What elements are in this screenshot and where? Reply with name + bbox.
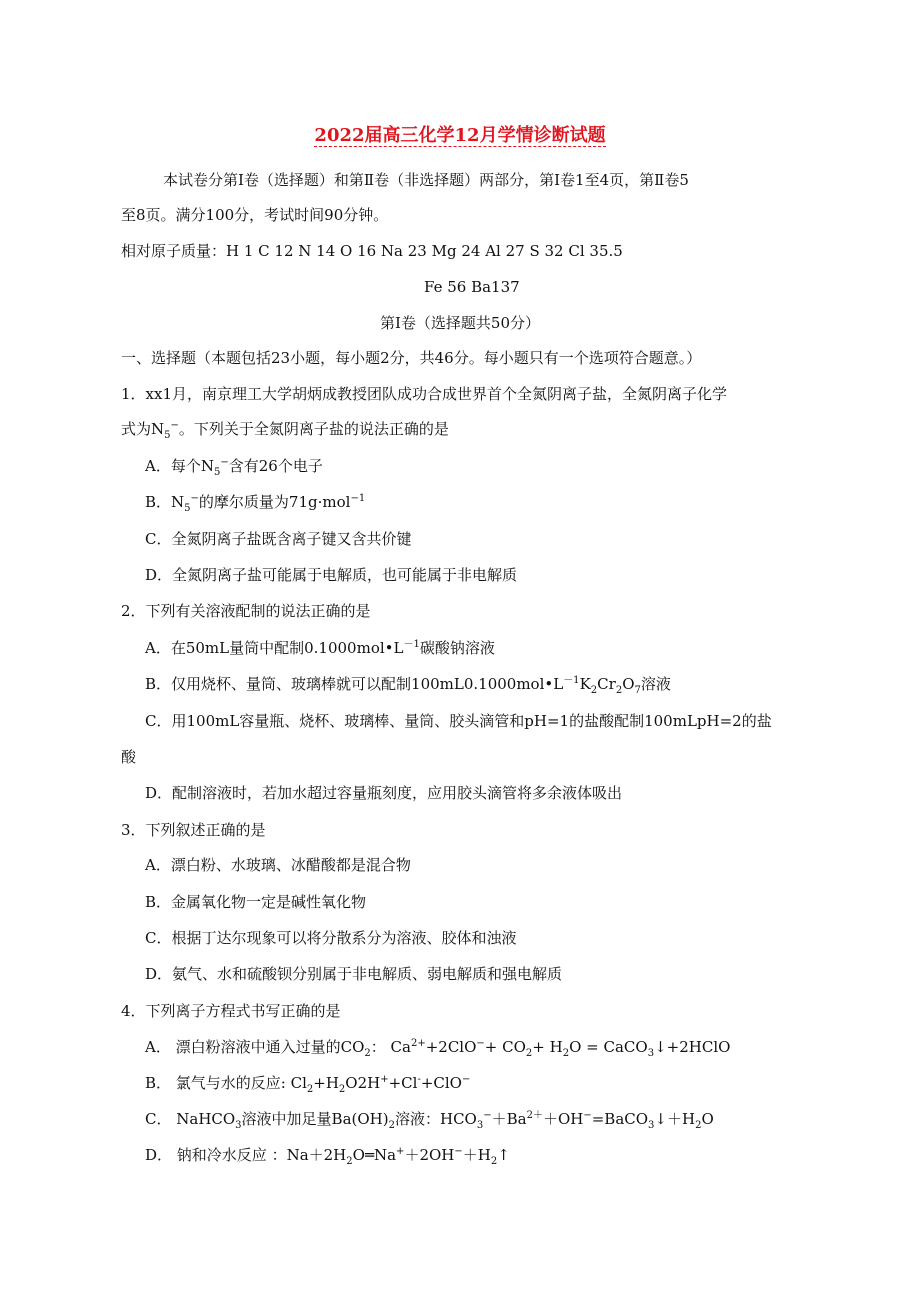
q3-option-a: A．漂白粉、水玻璃、冰醋酸都是混合物 bbox=[145, 856, 411, 874]
q1-stem-line-1: 1．xx1月，南京理工大学胡炳成教授团队成功合成世界首个全氮阴离子盐，全氮阴离子化学 bbox=[121, 385, 728, 403]
atomic-mass-continued: Fe 56 Ba137 bbox=[424, 278, 520, 296]
q2-option-c-line-2: 酸 bbox=[121, 748, 137, 766]
q1-option-a: A．每个$N_5^-$含有26个电子 bbox=[145, 457, 323, 478]
q1-option-c: C．全氮阴离子盐既含离子键又含共价键 bbox=[145, 530, 412, 548]
q2-option-b: B．仅用烧杯、量筒、玻璃棒就可以配制$100mL0.1000mol•L^{-1}K_2Cr_2O_7$溶液 bbox=[145, 675, 671, 696]
intro-line-1: 本试卷分第Ⅰ卷（选择题）和第Ⅱ卷（非选择题）两部分，第Ⅰ卷1至4页，第Ⅱ卷5 bbox=[163, 171, 689, 189]
q4-option-c: C． NaHCO$_3$溶液中加足量$Ba(OH)_2$溶液：$HCO_3^-+Ba^{2+}+OH^-=BaCO_3↓+H_2O$ bbox=[145, 1110, 714, 1131]
q1-option-b: B．$N_5^-$的摩尔质量为71g·mol$^{-1}$ bbox=[145, 493, 366, 514]
q4-option-b: B． 氯气与水的反应: $Cl_2+H_2O2H^++Cl^-+ClO^-$ bbox=[145, 1074, 471, 1095]
q3-option-c: C．根据丁达尔现象可以将分散系分为溶液、胶体和浊液 bbox=[145, 929, 517, 947]
page-title-text: 2022届高三化学12月学情诊断试题 bbox=[314, 125, 606, 146]
q4-option-d: D． 钠和冷水反应 ：$Na+2H_2O═Na^++2OH^-+H_2↑$ bbox=[145, 1146, 510, 1167]
q3-option-b: B．金属氧化物一定是碱性氧化物 bbox=[145, 893, 367, 911]
q2-stem: 2．下列有关溶液配制的说法正确的是 bbox=[121, 602, 371, 620]
page-title bbox=[0, 124, 920, 148]
q1-stem-line-2: 式为$N_5^-$。下列关于全氮阴离子盐的说法正确的是 bbox=[121, 420, 449, 441]
q2-option-d: D．配制溶液时，若加水超过容量瓶刻度，应用胶头滴管将多余液体吸出 bbox=[145, 784, 623, 802]
q4-option-a: A． 漂白粉溶液中通入过量的$CO_2$： $Ca^{2+}+2ClO^-+ CO_2+ H_2O$ = CaCO$_3$↓+2HClO bbox=[145, 1038, 731, 1059]
q2-option-c-line-1: C．用100mL容量瓶、烧杯、玻璃棒、量筒、胶头滴管和pH=1的盐酸配制100mLpH=2的盐 bbox=[145, 712, 772, 730]
q3-stem: 3．下列叙述正确的是 bbox=[121, 821, 266, 839]
intro-line-2: 至8页。满分100分，考试时间90分钟。 bbox=[121, 206, 389, 224]
q4-stem: 4．下列离子方程式书写正确的是 bbox=[121, 1002, 341, 1020]
q2-option-a: A．在50mL量筒中配制$0.1000mol•L^{-1}$碳酸钠溶液 bbox=[145, 639, 495, 657]
section-heading: 第Ⅰ卷（选择题共50分） bbox=[379, 314, 540, 332]
atomic-mass-line: 相对原子质量：H 1 C 12 N 14 O 16 Na 23 Mg 24 Al 27 S 32 Cl 35.5 bbox=[121, 242, 623, 260]
section-instruction: 一、选择题（本题包括23小题，每小题2分，共46分。每小题只有一个选项符合题意。） bbox=[121, 349, 702, 367]
q3-option-d: D．氨气、水和硫酸钡分别属于非电解质、弱电解质和强电解质 bbox=[145, 965, 563, 983]
q1-option-d: D．全氮阴离子盐可能属于电解质，也可能属于非电解质 bbox=[145, 566, 518, 584]
